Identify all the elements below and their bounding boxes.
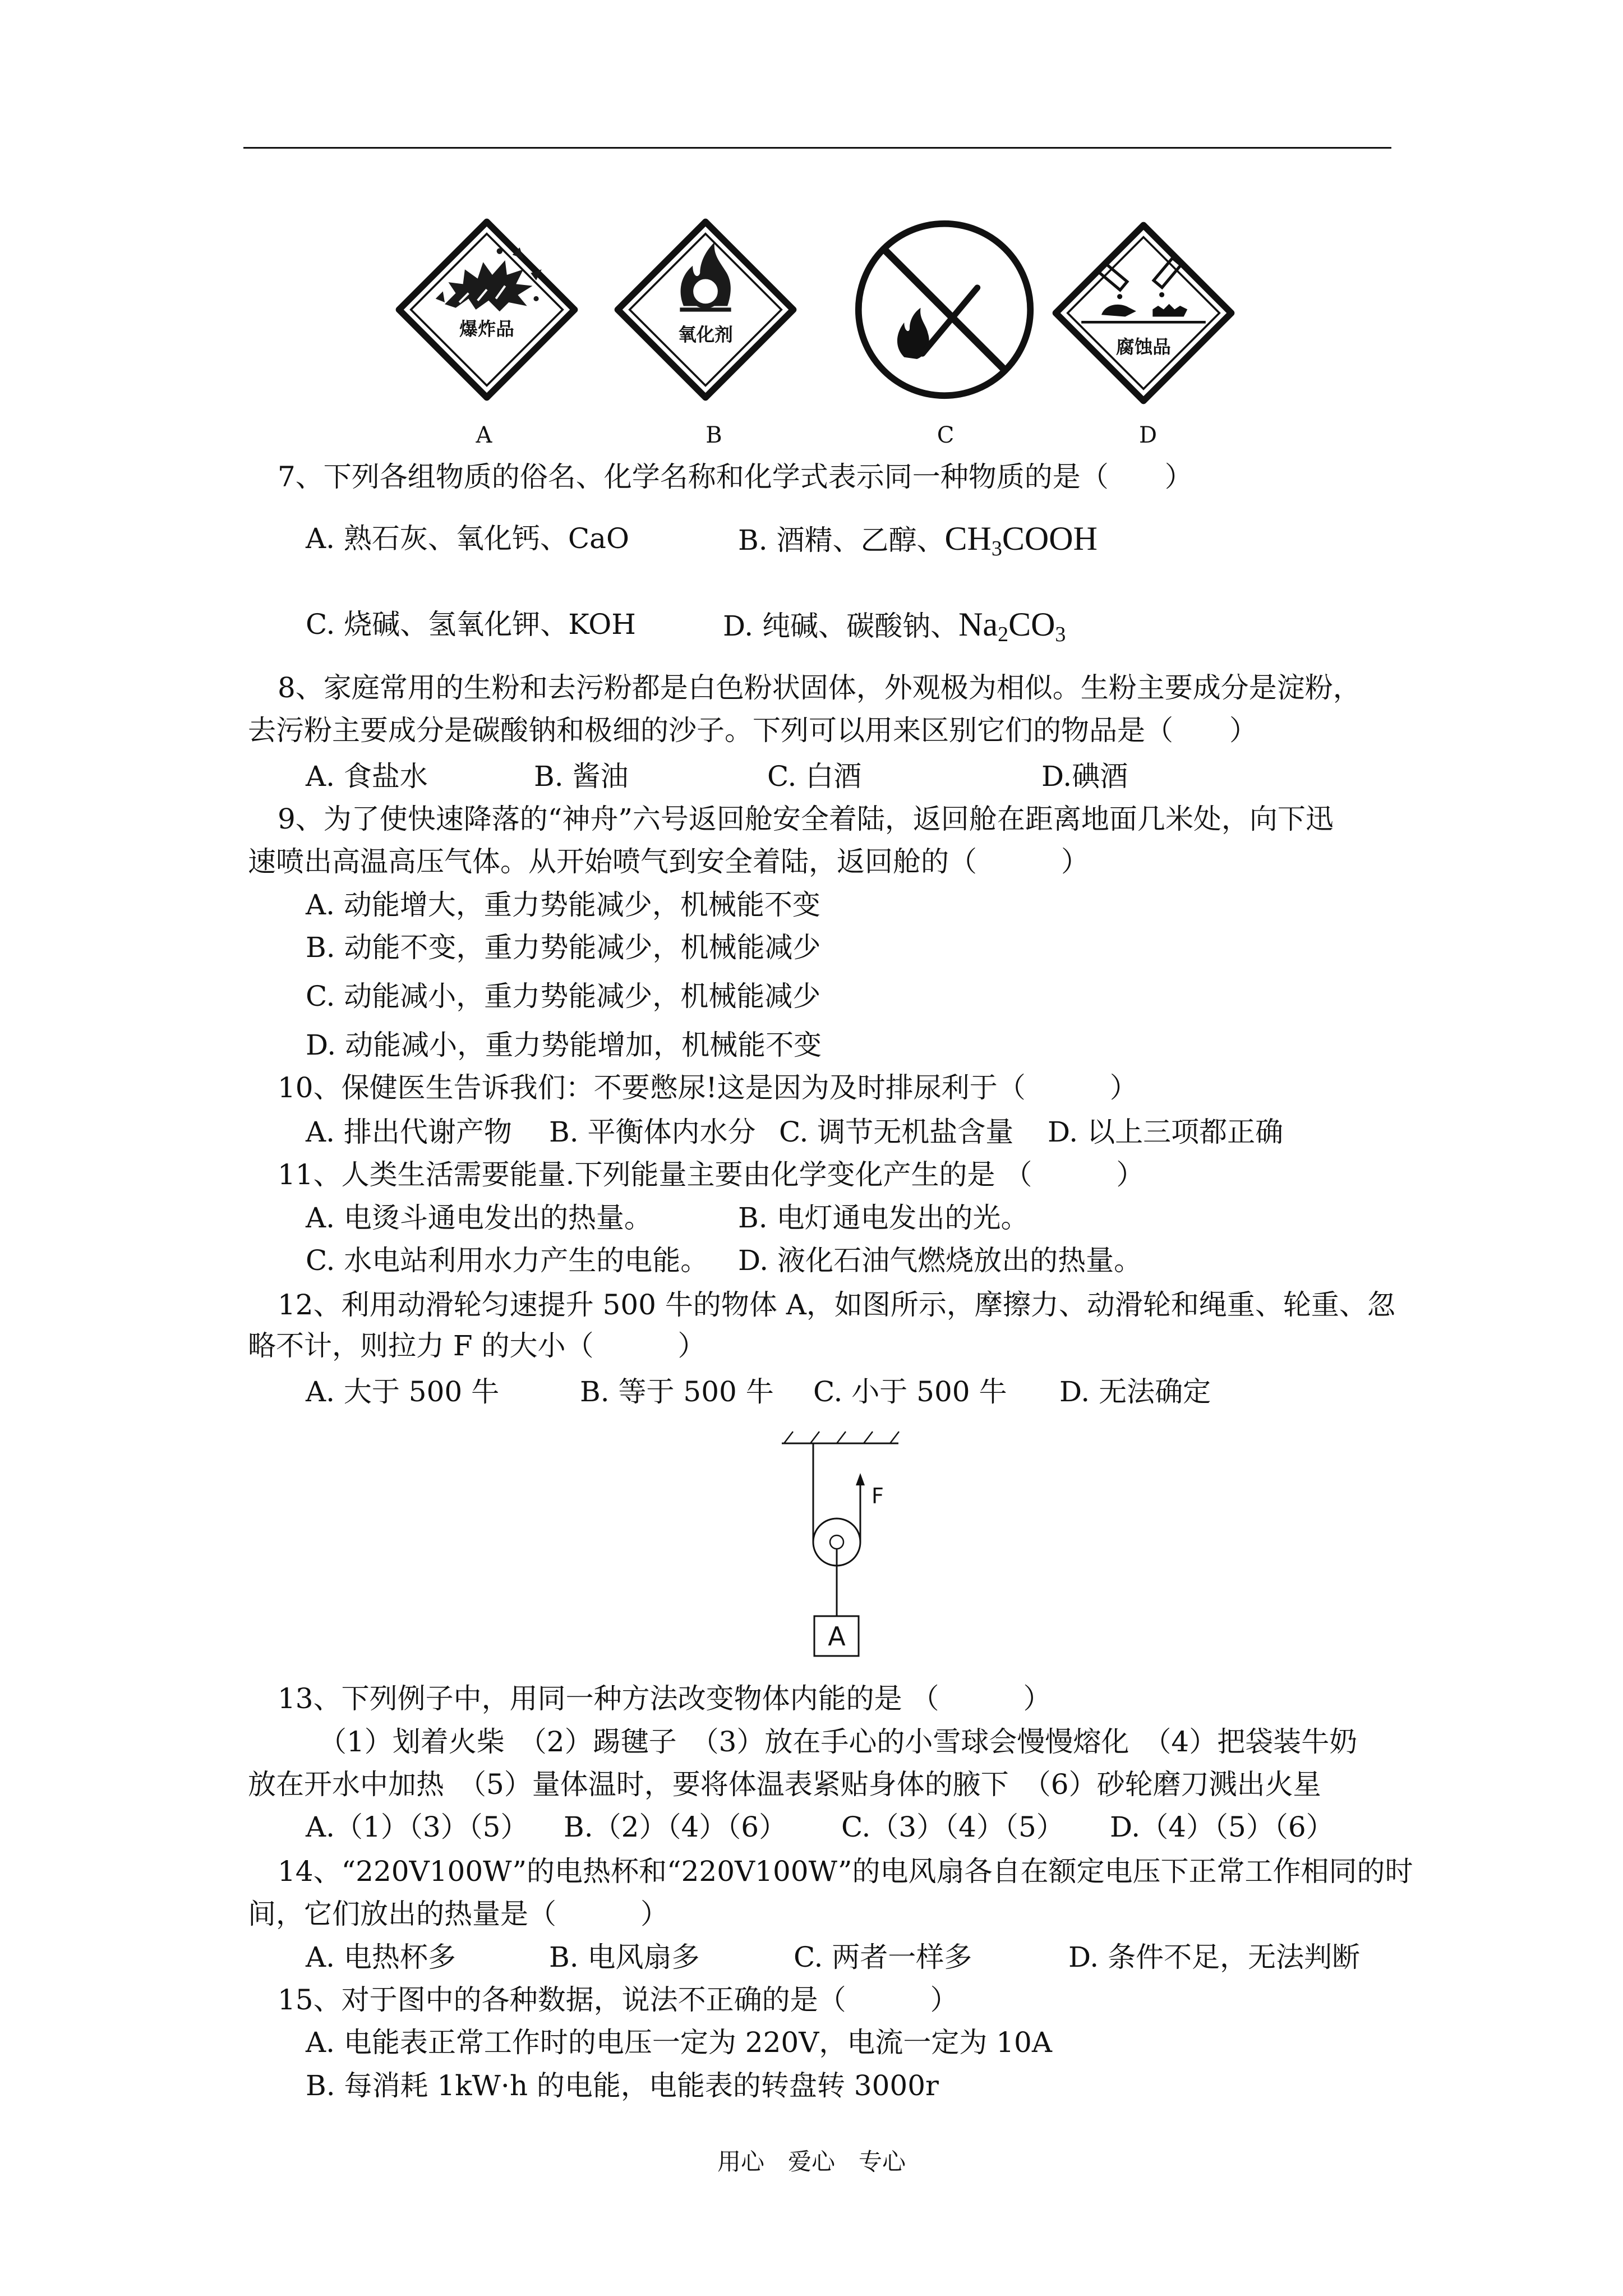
q8-option-c: C. 白酒 (767, 760, 862, 793)
q9-option-a: A. 动能增大，重力势能减少，机械能不变 (306, 889, 820, 921)
q14-option-d: D. 条件不足，无法判断 (1068, 1941, 1361, 1973)
hazard-sign-d (1052, 222, 1235, 404)
q8-stem-line-2: 去污粉主要成分是碳酸钠和极细的沙子。下列可以用来区别它们的物品是（ ） (248, 714, 1257, 747)
q7-option-d (723, 606, 1066, 646)
q10-option-a: A. 排出代谢产物 (306, 1116, 512, 1148)
q13-option-b: B.（2）（4）（6） (564, 1811, 787, 1843)
q15-stem: 15、对于图中的各种数据，说法不正确的是（ ） (278, 1984, 958, 2016)
q8-stem-line-1: 8、家庭常用的生粉和去污粉都是白色粉状固体，外观极为相似。生粉主要成分是淀粉， (278, 671, 1361, 704)
q11-option-d: D. 液化石油气燃烧放出的热量。 (738, 1244, 1142, 1277)
q13-examples-line-2: 放在开水中加热 （5）量体温时，要将体温表紧贴身体的腋下 （6）砂轮磨刀溅出火星 (248, 1768, 1321, 1801)
q14-stem-line-1: 14、“220V100W”的电热杯和“220V100W”的电风扇各自在额定电压下正常工作相同的时 (278, 1855, 1413, 1888)
oxidizer-icon (614, 218, 797, 401)
q12-stem-line-2: 略不计，则拉力 F 的大小（ ） (248, 1329, 706, 1362)
sign-caption: 腐蚀品 (1116, 336, 1171, 358)
no-open-flame-icon (853, 218, 1036, 401)
page-footer: 用心 爱心 专心 (717, 2148, 906, 2175)
q13-stem: 13、下列例子中，用同一种方法改变物体内能的是 （ ） (278, 1682, 1052, 1715)
option-text: D. 纯碱、碳酸钠、 (723, 610, 959, 642)
q10-option-d: D. 以上三项都正确 (1048, 1116, 1284, 1148)
pulley-diagram (774, 1425, 909, 1660)
q11-stem: 11、人类生活需要能量.下列能量主要由化学变化产生的是 （ ） (278, 1158, 1145, 1191)
q10-stem: 10、保健医生告诉我们：不要憋尿!这是因为及时排尿利于（ ） (278, 1071, 1138, 1104)
q13-option-a: A.（1）（3）（5） (306, 1811, 529, 1843)
q8-option-d: D.碘酒 (1041, 760, 1128, 793)
q14-option-b: B. 电风扇多 (549, 1941, 700, 1973)
q9-stem-line-2: 速喷出高温高压气体。从开始喷气到安全着陆，返回舱的（ ） (248, 845, 1089, 878)
q15-option-b: B. 每消耗 1kW·h 的电能，电能表的转盘转 3000r (306, 2069, 939, 2102)
q7-option-a: A. 熟石灰、氧化钙、CaO (306, 522, 629, 555)
q7-option-b (738, 520, 1098, 560)
header-rule (243, 147, 1391, 149)
q14-option-c: C. 两者一样多 (794, 1941, 972, 1973)
q9-option-d: D. 动能减小，重力势能增加，机械能不变 (306, 1029, 822, 1061)
sign-caption: 爆炸品 (459, 318, 514, 340)
sign-letter-a: A (476, 422, 492, 448)
chemical-formula: $Na_2CO_3$ (958, 606, 1066, 646)
q13-examples-line-1: （1）划着火柴 （2）踢毽子 （3）放在手心的小雪球会慢慢熔化 （4）把袋装牛奶 (319, 1726, 1358, 1758)
q10-option-b: B. 平衡体内水分 (549, 1116, 756, 1148)
q10-option-c: C. 调节无机盐含量 (779, 1116, 1014, 1148)
q9-option-b: B. 动能不变，重力势能减少，机械能减少 (306, 931, 821, 964)
q11-option-a: A. 电烫斗通电发出的热量。 (306, 1202, 652, 1234)
chemical-formula: $CH_3COOH$ (944, 520, 1098, 560)
force-label: F (872, 1484, 884, 1508)
q9-stem-line-1: 9、为了使快速降落的“神舟”六号返回舱安全着陆，返回舱在距离地面几米处，向下迅 (278, 803, 1334, 835)
hazard-sign-a (395, 218, 578, 401)
sign-caption: 氧化剂 (678, 324, 733, 346)
q12-option-d: D. 无法确定 (1059, 1375, 1211, 1408)
q15-option-a: A. 电能表正常工作时的电压一定为 220V，电流一定为 10A (306, 2026, 1052, 2059)
option-text: B. 酒精、乙醇、 (738, 524, 945, 556)
q14-stem-line-2: 间，它们放出的热量是（ ） (248, 1898, 668, 1930)
q12-stem-line-1: 12、利用动滑轮匀速提升 500 牛的物体 A，如图所示，摩擦力、动滑轮和绳重、轮重、忽 (278, 1289, 1395, 1321)
q7-stem: 7、下列各组物质的俗名、化学名称和化学式表示同一种物质的是（ ） (278, 461, 1193, 493)
q12-option-c: C. 小于 500 牛 (813, 1375, 1007, 1408)
explosive-icon (395, 218, 578, 401)
q11-option-c: C. 水电站利用水力产生的电能。 (306, 1244, 709, 1277)
movable-pulley-icon (774, 1425, 909, 1660)
sign-letter-c: C (937, 422, 955, 448)
q11-option-b: B. 电灯通电发出的光。 (738, 1202, 1029, 1234)
q12-option-b: B. 等于 500 牛 (580, 1375, 774, 1408)
q13-option-d: D.（4）（5）（6） (1110, 1811, 1334, 1843)
q7-option-c: C. 烧碱、氢氧化钾、KOH (306, 608, 636, 641)
q8-option-b: B. 酱油 (534, 760, 629, 793)
sign-letter-d: D (1138, 422, 1158, 448)
q14-option-a: A. 电热杯多 (306, 1941, 456, 1973)
block-label: A (828, 1621, 846, 1651)
sign-letter-b: B (706, 422, 722, 448)
q8-option-a: A. 食盐水 (306, 760, 428, 793)
q12-option-a: A. 大于 500 牛 (306, 1375, 500, 1408)
hazard-sign-c (853, 218, 1036, 401)
corrosive-icon (1052, 222, 1235, 404)
hazard-sign-b (614, 218, 797, 401)
q13-option-c: C.（3）（4）（5） (841, 1811, 1064, 1843)
q9-option-c: C. 动能减小，重力势能减少，机械能减少 (306, 980, 821, 1013)
